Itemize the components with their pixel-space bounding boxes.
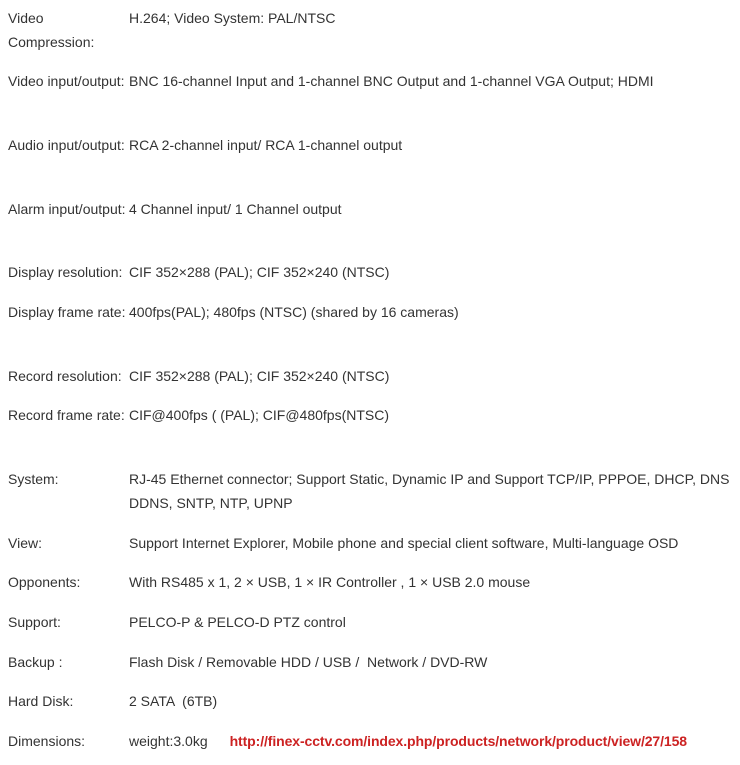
spec-label: Display frame rate:	[8, 304, 126, 320]
spec-value: RJ-45 Ethernet connector; Support Static, Dynamic IP and Support TCP/IP, PPPOE, DHCP, DNS DDNS, SNTP, NTP, UPNP	[129, 471, 730, 511]
spec-value: CIF 352×288 (PAL); CIF 352×240 (NTSC)	[129, 368, 390, 384]
spec-label: Support:	[8, 614, 61, 630]
spec-label: Audio input/output:	[8, 137, 125, 153]
spec-label: Dimensions:	[8, 733, 86, 749]
spec-value: RCA 2-channel input/ RCA 1-channel output	[129, 137, 403, 153]
spec-value: Support Internet Explorer, Mobile phone and special client software, Multi-language OSD	[129, 535, 679, 551]
spec-value-with-url	[129, 729, 734, 753]
spec-value: weight:3.0kg	[129, 733, 208, 749]
spec-value: H.264; Video System: PAL/NTSC	[129, 10, 336, 26]
spec-label: System:	[8, 471, 59, 487]
spec-value: With RS485 x 1, 2 × USB, 1 × IR Controller , 1 × USB 2.0 mouse	[129, 574, 531, 590]
spec-label: Backup :	[8, 654, 63, 670]
spec-label: Record frame rate:	[8, 407, 125, 423]
spec-value: CIF 352×288 (PAL); CIF 352×240 (NTSC)	[129, 264, 390, 280]
spec-value: 2 SATA (6TB)	[129, 693, 218, 709]
spec-label: Opponents:	[8, 574, 81, 590]
spec-label: Alarm input/output:	[8, 201, 126, 217]
spec-value: 4 Channel input/ 1 Channel output	[129, 201, 342, 217]
spec-label: View:	[8, 535, 42, 551]
spec-label: Hard Disk:	[8, 693, 74, 709]
watermark-url: http://finex-cctv.com/index.php/products/network/product/view/27/158	[229, 733, 687, 749]
spec-label: Record resolution:	[8, 368, 122, 384]
spec-value: BNC 16-channel Input and 1-channel BNC Output and 1-channel VGA Output; HDMI	[129, 73, 654, 89]
spec-value: Flash Disk / Removable HDD / USB / Network / DVD-RW	[129, 654, 488, 670]
spec-label: Video Compression:	[8, 10, 95, 50]
spec-value: 400fps(PAL); 480fps (NTSC) (shared by 16 cameras)	[129, 304, 459, 320]
spec-label: Display resolution:	[8, 264, 123, 280]
spec-value: PELCO-P & PELCO-D PTZ control	[129, 614, 346, 630]
spec-label: Video input/output:	[8, 73, 125, 89]
spec-value: CIF@400fps ( (PAL); CIF@480fps(NTSC)	[129, 407, 389, 423]
